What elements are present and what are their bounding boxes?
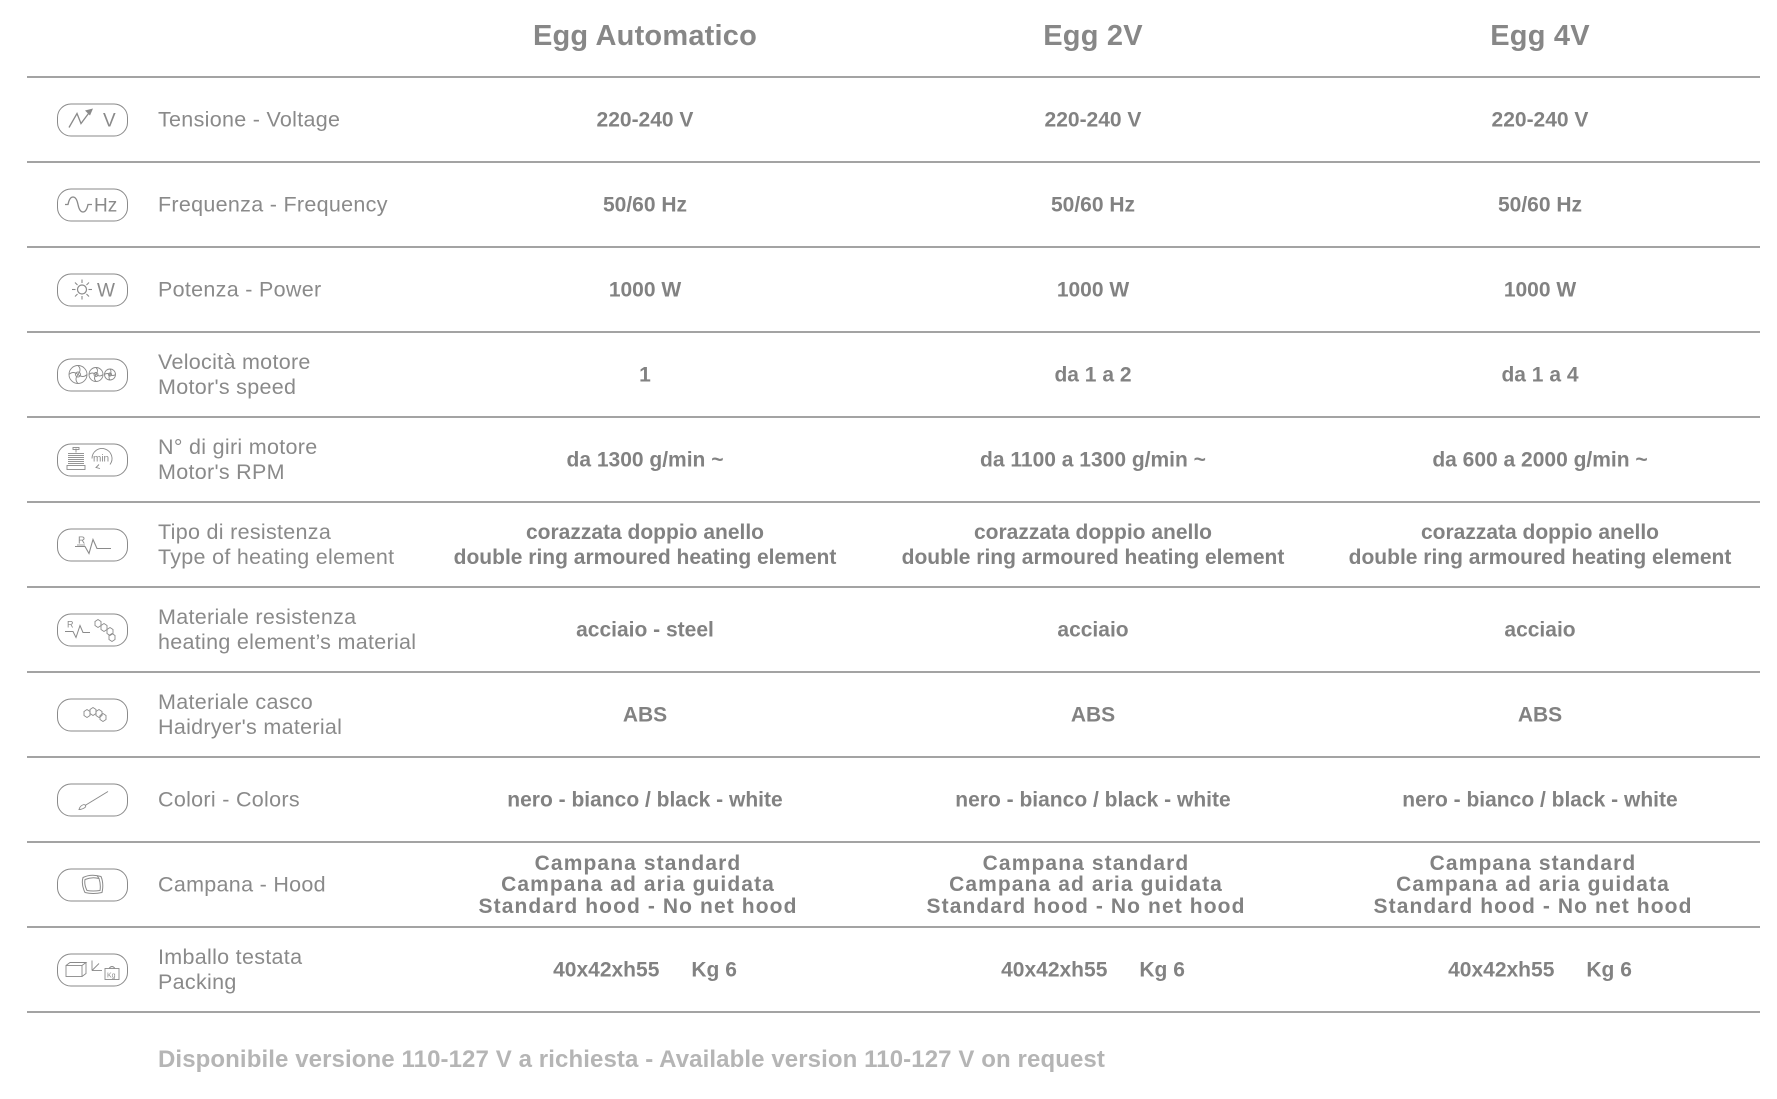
voltage-icon (57, 103, 128, 136)
spec-value (1309, 852, 1757, 917)
spec-row-hood (0, 843, 1777, 926)
hood-material-icon (57, 698, 128, 731)
value-line: da 1 a 4 (1501, 363, 1579, 386)
spec-label-line: Frequenza - Frequency (158, 192, 388, 216)
value-line: 1000 W (608, 278, 682, 301)
spec-label-line: Packing (158, 969, 237, 994)
value-line: 220-240 V (596, 108, 694, 131)
value-line: double ring armoured heating element (453, 545, 837, 569)
table-header (0, 0, 1777, 77)
spec-value (421, 957, 869, 982)
value-line: Campana ad aria guidata (501, 872, 775, 896)
packing-dimensions: 40x42xh55 (1001, 958, 1108, 981)
spec-value (869, 617, 1317, 642)
spec-value (1316, 107, 1764, 132)
spec-label-line: Motor's speed (158, 374, 297, 399)
value-line: 1000 W (1503, 278, 1577, 301)
value-line: corazzata doppio anello (1420, 520, 1660, 544)
value-line: Standard hood - No net hood (926, 894, 1246, 918)
spec-value (869, 277, 1317, 302)
value-line: 1000 W (1056, 278, 1130, 301)
spec-label-line: Type of heating element (158, 544, 395, 569)
svg-text:R: R (66, 619, 73, 630)
spec-row-colors (0, 758, 1777, 841)
value-line: 1 (639, 363, 651, 386)
svg-text:min: min (92, 453, 109, 465)
value-line: 220-240 V (1491, 108, 1589, 131)
spec-label-line: Tipo di resistenza (158, 519, 332, 544)
spec-value (421, 787, 869, 812)
value-line: nero - bianco / black - white (507, 788, 783, 811)
packing-value (421, 957, 869, 982)
spec-label-line: heating element’s material (158, 629, 417, 654)
spec-label-line: Colori - Colors (158, 787, 300, 811)
power-icon (57, 273, 128, 306)
motor-speed-icon (57, 358, 128, 391)
packing-value (869, 957, 1317, 982)
spec-label (158, 787, 300, 812)
value-line: acciaio (1504, 618, 1576, 641)
spec-label-line: Materiale resistenza (158, 604, 357, 629)
packing-weight: Kg 6 (1586, 958, 1632, 981)
heating-element-type-icon (57, 528, 128, 561)
spec-row-frequency (0, 163, 1777, 246)
spec-label (158, 277, 321, 302)
packing-icon (57, 953, 128, 986)
value-line: Campana standard (1429, 851, 1637, 875)
spec-label-line: N° di giri motore (158, 434, 318, 459)
spec-label (158, 435, 317, 485)
spec-value (1316, 447, 1764, 472)
spec-row-heating-element-type (0, 503, 1777, 586)
spec-value (421, 702, 869, 727)
spec-label-line: Motor's RPM (158, 459, 285, 484)
packing-dimensions: 40x42xh55 (553, 958, 660, 981)
column-header-egg-2v: Egg 2V (1043, 20, 1143, 52)
spec-value (421, 192, 869, 217)
spec-label (158, 605, 416, 655)
value-line: Standard hood - No net hood (1373, 894, 1693, 918)
value-line: Campana standard (534, 851, 742, 875)
spec-value (1316, 617, 1764, 642)
value-line: nero - bianco / black - white (1402, 788, 1678, 811)
value-line: 50/60 Hz (1497, 193, 1583, 216)
value-line: da 1300 g/min ~ (566, 448, 724, 471)
value-line: ABS (622, 703, 668, 726)
value-line: 50/60 Hz (1050, 193, 1136, 216)
spec-value (1316, 520, 1764, 570)
spec-value (869, 520, 1317, 570)
spec-label (158, 872, 326, 897)
value-line: nero - bianco / black - white (955, 788, 1231, 811)
value-line: double ring armoured heating element (901, 545, 1285, 569)
svg-text:V: V (102, 110, 116, 132)
spec-row-motor-rpm (0, 418, 1777, 501)
spec-value (869, 107, 1317, 132)
spec-row-heating-element-material (0, 588, 1777, 671)
spec-label-line: Materiale casco (158, 689, 314, 714)
packing-weight: Kg 6 (1139, 958, 1185, 981)
spec-row-voltage (0, 78, 1777, 161)
value-line: Campana ad aria guidata (949, 872, 1223, 896)
colors-brush-icon (57, 783, 128, 816)
value-line: double ring armoured heating element (1348, 545, 1732, 569)
spec-value (421, 447, 869, 472)
spec-value (862, 852, 1310, 917)
spec-value (1316, 702, 1764, 727)
spec-row-motor-speed (0, 333, 1777, 416)
spec-value (869, 362, 1317, 387)
spec-value (414, 852, 862, 917)
packing-value (1316, 957, 1764, 982)
spec-label (158, 520, 394, 570)
value-line: acciaio - steel (576, 618, 714, 641)
divider (27, 1011, 1760, 1013)
spec-value (869, 447, 1317, 472)
svg-text:Hz: Hz (93, 195, 117, 217)
value-line: da 600 a 2000 g/min ~ (1432, 448, 1648, 471)
value-line: acciaio (1057, 618, 1129, 641)
spec-value (869, 192, 1317, 217)
spec-label (158, 350, 311, 400)
spec-value (869, 787, 1317, 812)
packing-weight: Kg 6 (691, 958, 737, 981)
spec-label-line: Haidryer's material (158, 714, 343, 739)
column-header-egg-4v: Egg 4V (1490, 20, 1590, 52)
heating-element-material-icon (57, 613, 128, 646)
value-line: da 1100 a 1300 g/min ~ (980, 448, 1206, 471)
spec-value (1316, 787, 1764, 812)
svg-text:W: W (96, 280, 115, 302)
spec-value (421, 277, 869, 302)
value-line: corazzata doppio anello (525, 520, 765, 544)
value-line: Campana standard (982, 851, 1190, 875)
spec-row-power (0, 248, 1777, 331)
spec-label-line: Campana - Hood (158, 872, 326, 896)
spec-label-line: Velocità motore (158, 349, 311, 374)
spec-row-hood-material (0, 673, 1777, 756)
spec-value (421, 362, 869, 387)
spec-label (158, 192, 388, 217)
spec-value (1316, 277, 1764, 302)
value-line: Standard hood - No net hood (478, 894, 798, 918)
packing-dimensions: 40x42xh55 (1448, 958, 1555, 981)
frequency-icon (57, 188, 128, 221)
spec-value (421, 520, 869, 570)
spec-value (421, 107, 869, 132)
value-line: 50/60 Hz (602, 193, 688, 216)
spec-label-line: Tensione - Voltage (158, 107, 341, 131)
hood-icon (57, 868, 128, 901)
spec-label (158, 107, 340, 132)
spec-value (869, 702, 1317, 727)
spec-value (869, 957, 1317, 982)
spec-label (158, 690, 342, 740)
value-line: ABS (1517, 703, 1563, 726)
column-header-egg-automatico: Egg Automatico (532, 20, 758, 52)
motor-rpm-icon (57, 443, 128, 476)
svg-text:Kg: Kg (106, 972, 116, 980)
value-line: Campana ad aria guidata (1396, 872, 1670, 896)
spec-value (1316, 957, 1764, 982)
value-line: da 1 a 2 (1054, 363, 1132, 386)
svg-text:R: R (77, 535, 85, 547)
spec-value (1316, 362, 1764, 387)
spec-label (158, 945, 302, 995)
value-line: corazzata doppio anello (973, 520, 1213, 544)
spec-value (421, 617, 869, 642)
value-line: ABS (1070, 703, 1116, 726)
spec-label-line: Potenza - Power (158, 277, 322, 301)
spec-value (1316, 192, 1764, 217)
availability-note: Disponibile versione 110-127 V a richiesta - Available version 110-127 V on request (158, 1046, 1105, 1073)
value-line: 220-240 V (1044, 108, 1142, 131)
spec-label-line: Imballo testata (158, 944, 303, 969)
spec-row-packing (0, 928, 1777, 1011)
